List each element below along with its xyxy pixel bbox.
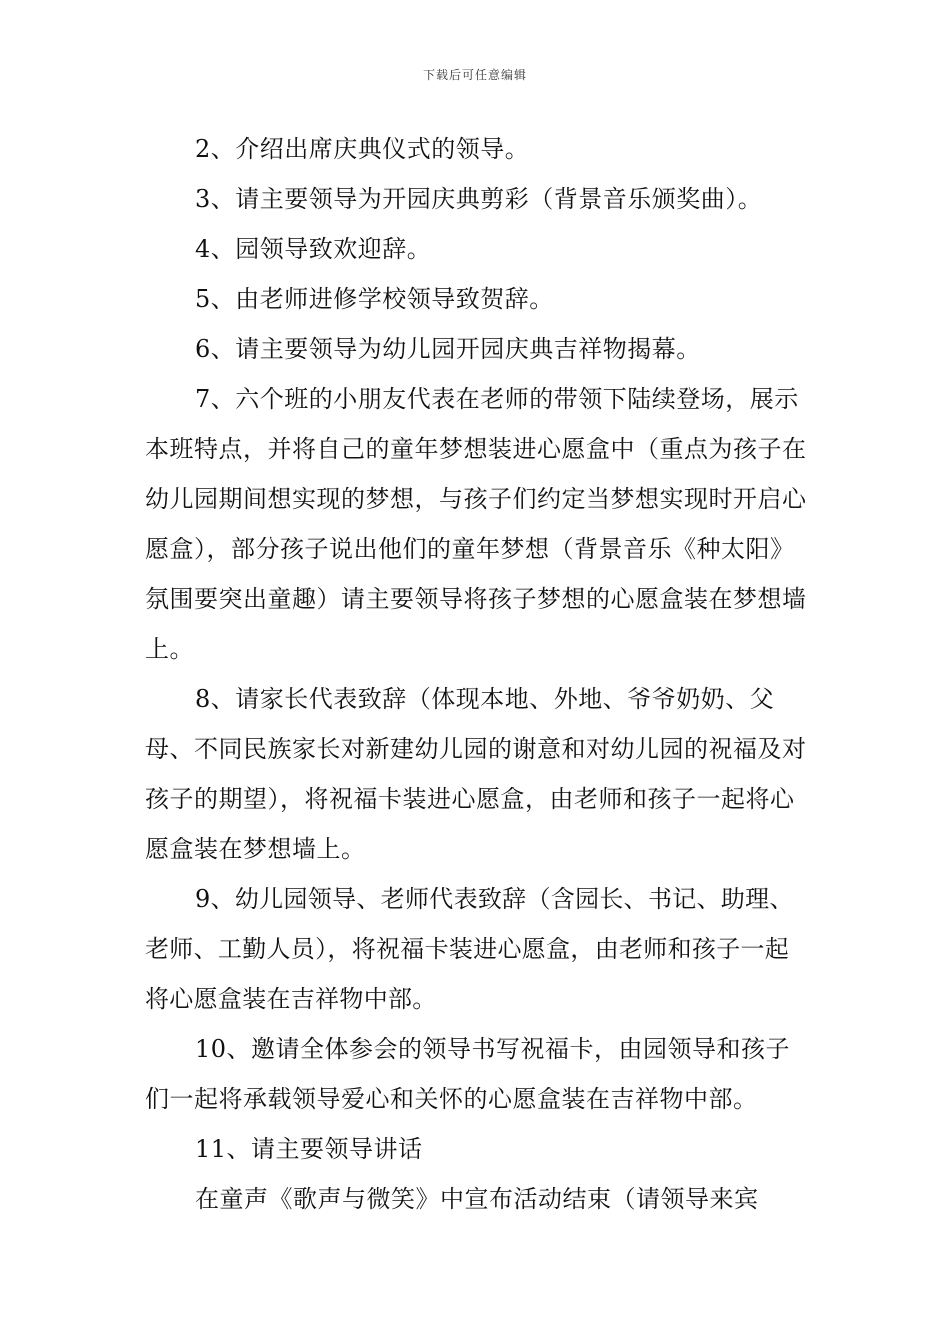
page-header-note: 下载后可任意编辑 — [422, 68, 527, 82]
paragraph-item-5: 5、由老师进修学校领导致贺辞。 — [195, 285, 554, 313]
paragraph-item-2: 2、介绍出席庆典仪式的领导。 — [195, 135, 530, 163]
paragraph-item-10: 10、邀请全体参会的领导书写祝福卡，由园领导和孩子们一起将承载领导爱心和关怀的心愿盒装在吉祥物中部。 — [145, 1035, 791, 1113]
document-body — [145, 124, 810, 1224]
paragraph-item-6: 6、请主要领导为幼儿园开园庆典吉祥物揭幕。 — [195, 335, 701, 363]
paragraph-item-11: 11、请主要领导讲话 — [195, 1135, 423, 1163]
paragraph-closing: 在童声《歌声与微笑》中宣布活动结束（请领导来宾 — [195, 1185, 759, 1213]
paragraph-item-9: 9、幼儿园领导、老师代表致辞（含园长、书记、助理、老师、工勤人员），将祝福卡装进心愿盒，由老师和孩子一起将心愿盒装在吉祥物中部。 — [145, 885, 794, 1013]
paragraph-item-7: 7、六个班的小朋友代表在老师的带领下陆续登场，展示本班特点，并将自己的童年梦想装进心愿盒中（重点为孩子在幼儿园期间想实现的梦想，与孩子们约定当梦想实现时开启心愿盒），部分孩子说出他们的童年梦想（背景音乐《种太阳》氛围要突出童趣）请主要领导将孩子梦想的心愿盒装在梦想墙上。 — [145, 385, 807, 663]
paragraph-item-8: 8、请家长代表致辞（体现本地、外地、爷爷奶奶、父母、不同民族家长对新建幼儿园的谢意和对幼儿园的祝福及对孩子的期望），将祝福卡装进心愿盒，由老师和孩子一起将心愿盒装在梦想墙上。 — [145, 685, 807, 863]
paragraph-item-4: 4、园领导致欢迎辞。 — [195, 235, 432, 263]
paragraph-item-3: 3、请主要领导为开园庆典剪彩（背景音乐颁奖曲）。 — [195, 185, 763, 213]
